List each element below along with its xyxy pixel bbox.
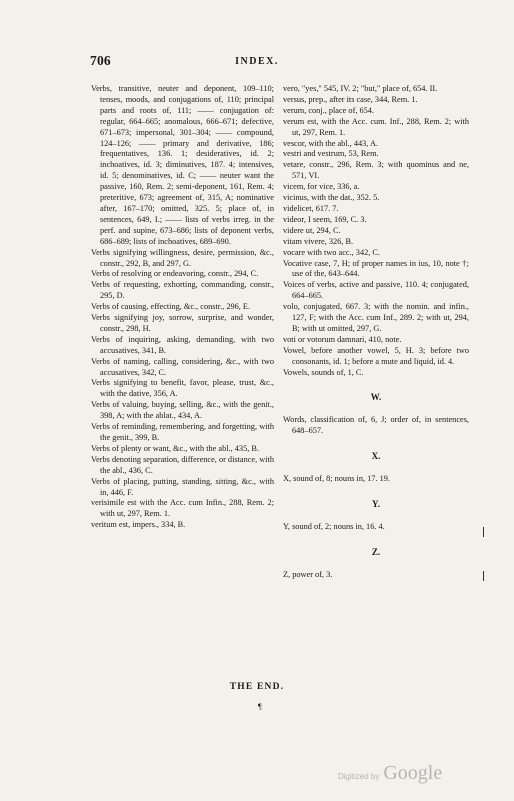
index-entry: Vowel, before another vowel, 5, H. 3; before two consonants, id. 1; before a mute and liquid, id. 4. [283,345,469,366]
index-entry: videor, I seem, 169, C. 3. [283,214,367,224]
index-entry: verum est, with the Acc. cum. Inf., 288, Rem. 2; with ut, 297, Rem. 1. [283,116,469,137]
page-number: 706 [90,53,111,68]
index-entry: Verbs signifying to benefit, favor, please, trust, &c., with the dative, 356, A. [91,378,274,399]
index-entry: vero, "yes," 545, IV. 2; "but," place of, 654. II. [283,84,438,93]
index-entry: verum, conj., place of, 654. [283,105,375,115]
index-entry: videre ut, 294, C. [283,225,341,235]
index-entry: Verbs of reminding, remembering, and forgetting, with the genit., 399, B. [91,422,274,442]
index-entry: Verbs of inquiring, asking, demanding, with two accusatives, 341, B. [91,334,274,355]
index-entry: vicinus, with the dat., 352. 5. [283,193,380,203]
index-entry: veritum est, impers., 334, B. [91,520,186,530]
index-entry: Verbs of plenty or want, &c., with the abl., 435, B. [91,443,259,453]
index-entry: versus, prep., after its case, 344, Rem. 1. [283,94,418,104]
margin-rule [483,527,484,537]
index-entry: vetare, constr., 296, Rem. 3; with quominus and ne, 571, VI. [283,160,469,181]
index-column-left [91,84,274,531]
margin-rule [483,571,484,581]
index-entry: Verbs signifying joy, sorrow, surprise, and wonder, constr., 298, H. [91,313,274,333]
index-column-right [283,84,469,581]
index-entry: verisimile est with the Acc. cum Infin., 288, Rem. 2; with ut, 297, Rem. 1. [91,498,274,519]
index-entry: vescor, with the abl., 443, A. [283,138,379,148]
index-entry: Verbs of placing, putting, standing, sitting, &c., with in, 446, F. [91,476,274,497]
index-entry: vicem, for vice, 336, a. [283,182,360,192]
running-head: INDEX. [235,56,279,67]
index-entry: Y, sound of, 2; nouns in, 16. 4. [283,521,385,531]
index-entry: Verbs, transitive, neuter and deponent, 109–110; tenses, moods, and conjugations of, 110; principal parts and roots of, 111; —— conjugation of: regular, 664–665; anomalous, 666–671; defective, 671–673; impersonal, 301–304; —— compound, 124–126; —— primary and derivative, 186; frequentatives, 136. 1; desideratives, id. 2; inchoatives, id. 3; diminutives, 187. 4; intensives, id. 5; denominatives, id. C; —— neuter want the passive, 160, Rem. 2; semi-deponent, 161, Rem. 4; preteritive, 673; agreement of, 315, A; nominative after, 167–170; omitted, 325. 5; place of, in sentences, 649, I.; —— lists of verbs irreg. in the perf. and supine, 673–686; lists of deponent verbs, 686–689; lists of inchoatives, 689–690. [91,84,274,246]
index-entry: Verbs denoting separation, difference, or distance, with the abl., 436, C. [91,454,275,475]
index-entry: Vowels, sounds of, 1, C. [283,367,364,377]
google-logo: Google [383,762,443,784]
section-letter-z: Z. [371,546,381,557]
index-entry: vestri and vestrum, 53, Rem. [283,149,379,159]
index-entry: Verbs signifying willingness, desire, permission, &c., constr., 292, B, and 297, G. [91,247,274,268]
index-entry: Verbs of naming, calling, considering, &c., with two accusatives, 342, C. [91,356,274,377]
index-entry: Vocative case, 7, H; of proper names in ius, 10, note †; use of the, 643–644. [283,258,469,279]
section-letter-y: Y. [372,499,380,509]
index-entry: voti or votorum damnari, 410, note. [283,334,402,344]
index-entry: Verbs of resolving or endeavoring, constr., 294, C. [91,269,259,279]
index-entry: vitam vivere, 326, B. [283,236,354,246]
index-entry: vocare with two acc., 342, C. [283,247,380,257]
paragraph-mark-icon: ¶ [258,702,262,711]
index-entry: Voices of verbs, active and passive, 110. 4; conjugated, 664–665. [283,280,469,301]
index-entry: Words, classification of, 6, J; order of, in sentences, 648–657. [283,415,469,436]
index-entry: Verbs of requesting, exhorting, commanding, constr., 295, D. [91,280,274,301]
watermark-caption: Digitized by [338,772,380,781]
section-letter-w: W. [370,392,382,403]
index-entry: X, sound of, 8; nouns in, 17. 19. [283,474,390,484]
index-entry: Verbs of causing, effecting, &c., constr., 296, E. [91,302,251,312]
index-entry: Z, power of, 3. [283,569,333,579]
section-letter-x: X. [371,451,381,462]
the-end: THE END. [229,682,285,692]
index-entry: volo, conjugated, 667. 3; with the nomin. and infin., 127, F; with the Acc. cum Inf., 289. 2; with ut, 294, B; with ut omitted, 297, G. [283,302,469,333]
index-entry: Verbs of valuing, buying, selling, &c., with the genit., 398, A; with the ablat., 434, A. [91,400,274,421]
index-entry: videlicet, 617. 7. [283,203,339,213]
digitized-watermark [338,762,442,785]
